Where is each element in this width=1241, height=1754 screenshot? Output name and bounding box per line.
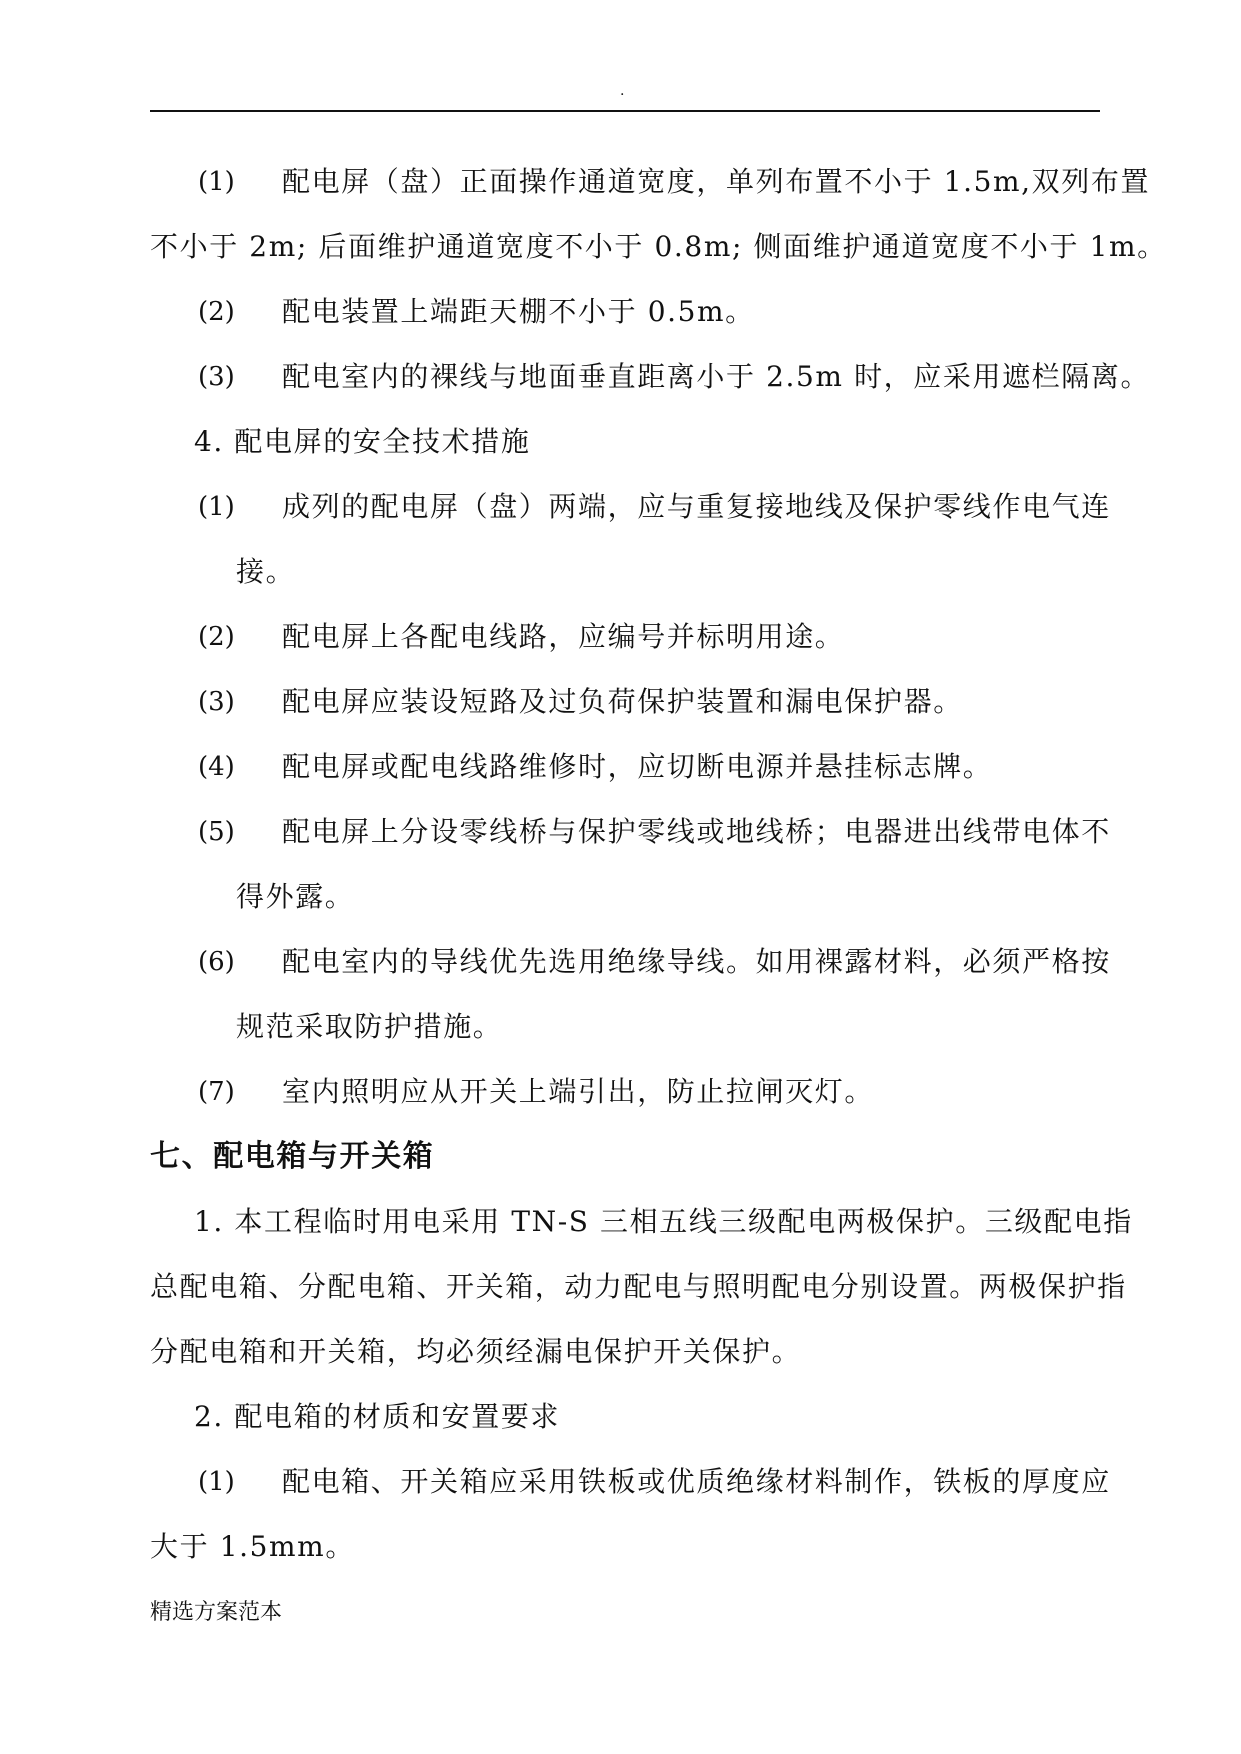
text-line [150,678,1100,743]
paragraph-text: 接。 [236,555,296,588]
text-line [150,223,1167,288]
paragraph-text: 配电屏上分设零线桥与保护零线或地线桥；电器进出线带电体不 [282,815,1111,848]
footer-text: 精选方案范本 [150,1600,283,1625]
item-number: (1) [198,167,235,197]
paragraph-text: 1. 本工程临时用电采用 TN-S 三相五线三级配电两极保护。三级配电指 [194,1205,1133,1238]
item-number: (2) [198,622,235,652]
header-mark: . [620,83,625,99]
paragraph-text: 配电屏应装设短路及过负荷保护装置和漏电保护器。 [282,685,963,718]
text-line [150,1328,1100,1393]
item-number: (4) [198,752,235,782]
text-line [150,1068,1100,1133]
paragraph-text: 分配电箱和开关箱，均必须经漏电保护开关保护。 [150,1335,802,1368]
text-line [150,418,1100,483]
paragraph-text: 配电室内的裸线与地面垂直距离小于 2.5m 时，应采用遮栏隔离。 [282,360,1151,393]
text-line [150,938,1111,1003]
item-number: (3) [198,362,235,392]
text-line [150,743,1100,808]
text-line [150,548,1100,613]
text-line [150,353,1151,418]
text-line [150,1003,1100,1068]
paragraph-text: 配电屏（盘）正面操作通道宽度，单列布置不小于 1.5m,双列布置 [282,165,1151,198]
item-number: (7) [198,1077,235,1107]
text-line [150,158,1151,223]
text-line [150,873,1100,938]
item-number: (3) [198,687,235,717]
text-line [150,613,1100,678]
text-line [150,1458,1111,1523]
item-number: (1) [198,1467,235,1497]
paragraph-text: 2. 配电箱的材质和安置要求 [194,1400,561,1433]
paragraph-text: 得外露。 [236,880,355,913]
paragraph-text: 配电箱、开关箱应采用铁板或优质绝缘材料制作，铁板的厚度应 [282,1465,1111,1498]
paragraph-text: 成列的配电屏（盘）两端，应与重复接地线及保护零线作电气连 [282,490,1111,523]
section-heading-text: 七、配电箱与开关箱 [150,1139,435,1174]
paragraph-text: 总配电箱、分配电箱、开关箱，动力配电与照明配电分别设置。两极保护指 [150,1270,1127,1303]
paragraph-text: 配电屏或配电线路维修时，应切断电源并悬挂标志牌。 [282,750,993,783]
paragraph-text: 4. 配电屏的安全技术措施 [194,425,531,458]
item-number: (5) [198,817,235,847]
text-line [150,1198,1133,1263]
paragraph-text: 配电装置上端距天棚不小于 0.5m。 [282,295,755,328]
text-line [150,1523,1100,1588]
header-rule [150,110,1100,112]
section-heading [150,1133,1100,1198]
item-number: (6) [198,947,235,977]
paragraph-text: 配电室内的导线优先选用绝缘导线。如用裸露材料，必须严格按 [282,945,1111,978]
paragraph-text: 规范采取防护措施。 [236,1010,503,1043]
item-number: (2) [198,297,235,327]
paragraph-text: 室内照明应从开关上端引出，防止拉闸灭灯。 [282,1075,875,1108]
text-line [150,1263,1127,1328]
text-line [150,483,1111,548]
text-line [150,1393,1100,1458]
item-number: (1) [198,492,235,522]
paragraph-text: 配电屏上各配电线路，应编号并标明用途。 [282,620,845,653]
document-body [150,158,1167,1588]
paragraph-text: 不小于 2m; 后面维护通道宽度不小于 0.8m; 侧面维护通道宽度不小于 1m。 [150,230,1167,263]
text-line [150,808,1111,873]
text-line [150,288,1100,353]
paragraph-text: 大于 1.5mm。 [150,1530,355,1563]
